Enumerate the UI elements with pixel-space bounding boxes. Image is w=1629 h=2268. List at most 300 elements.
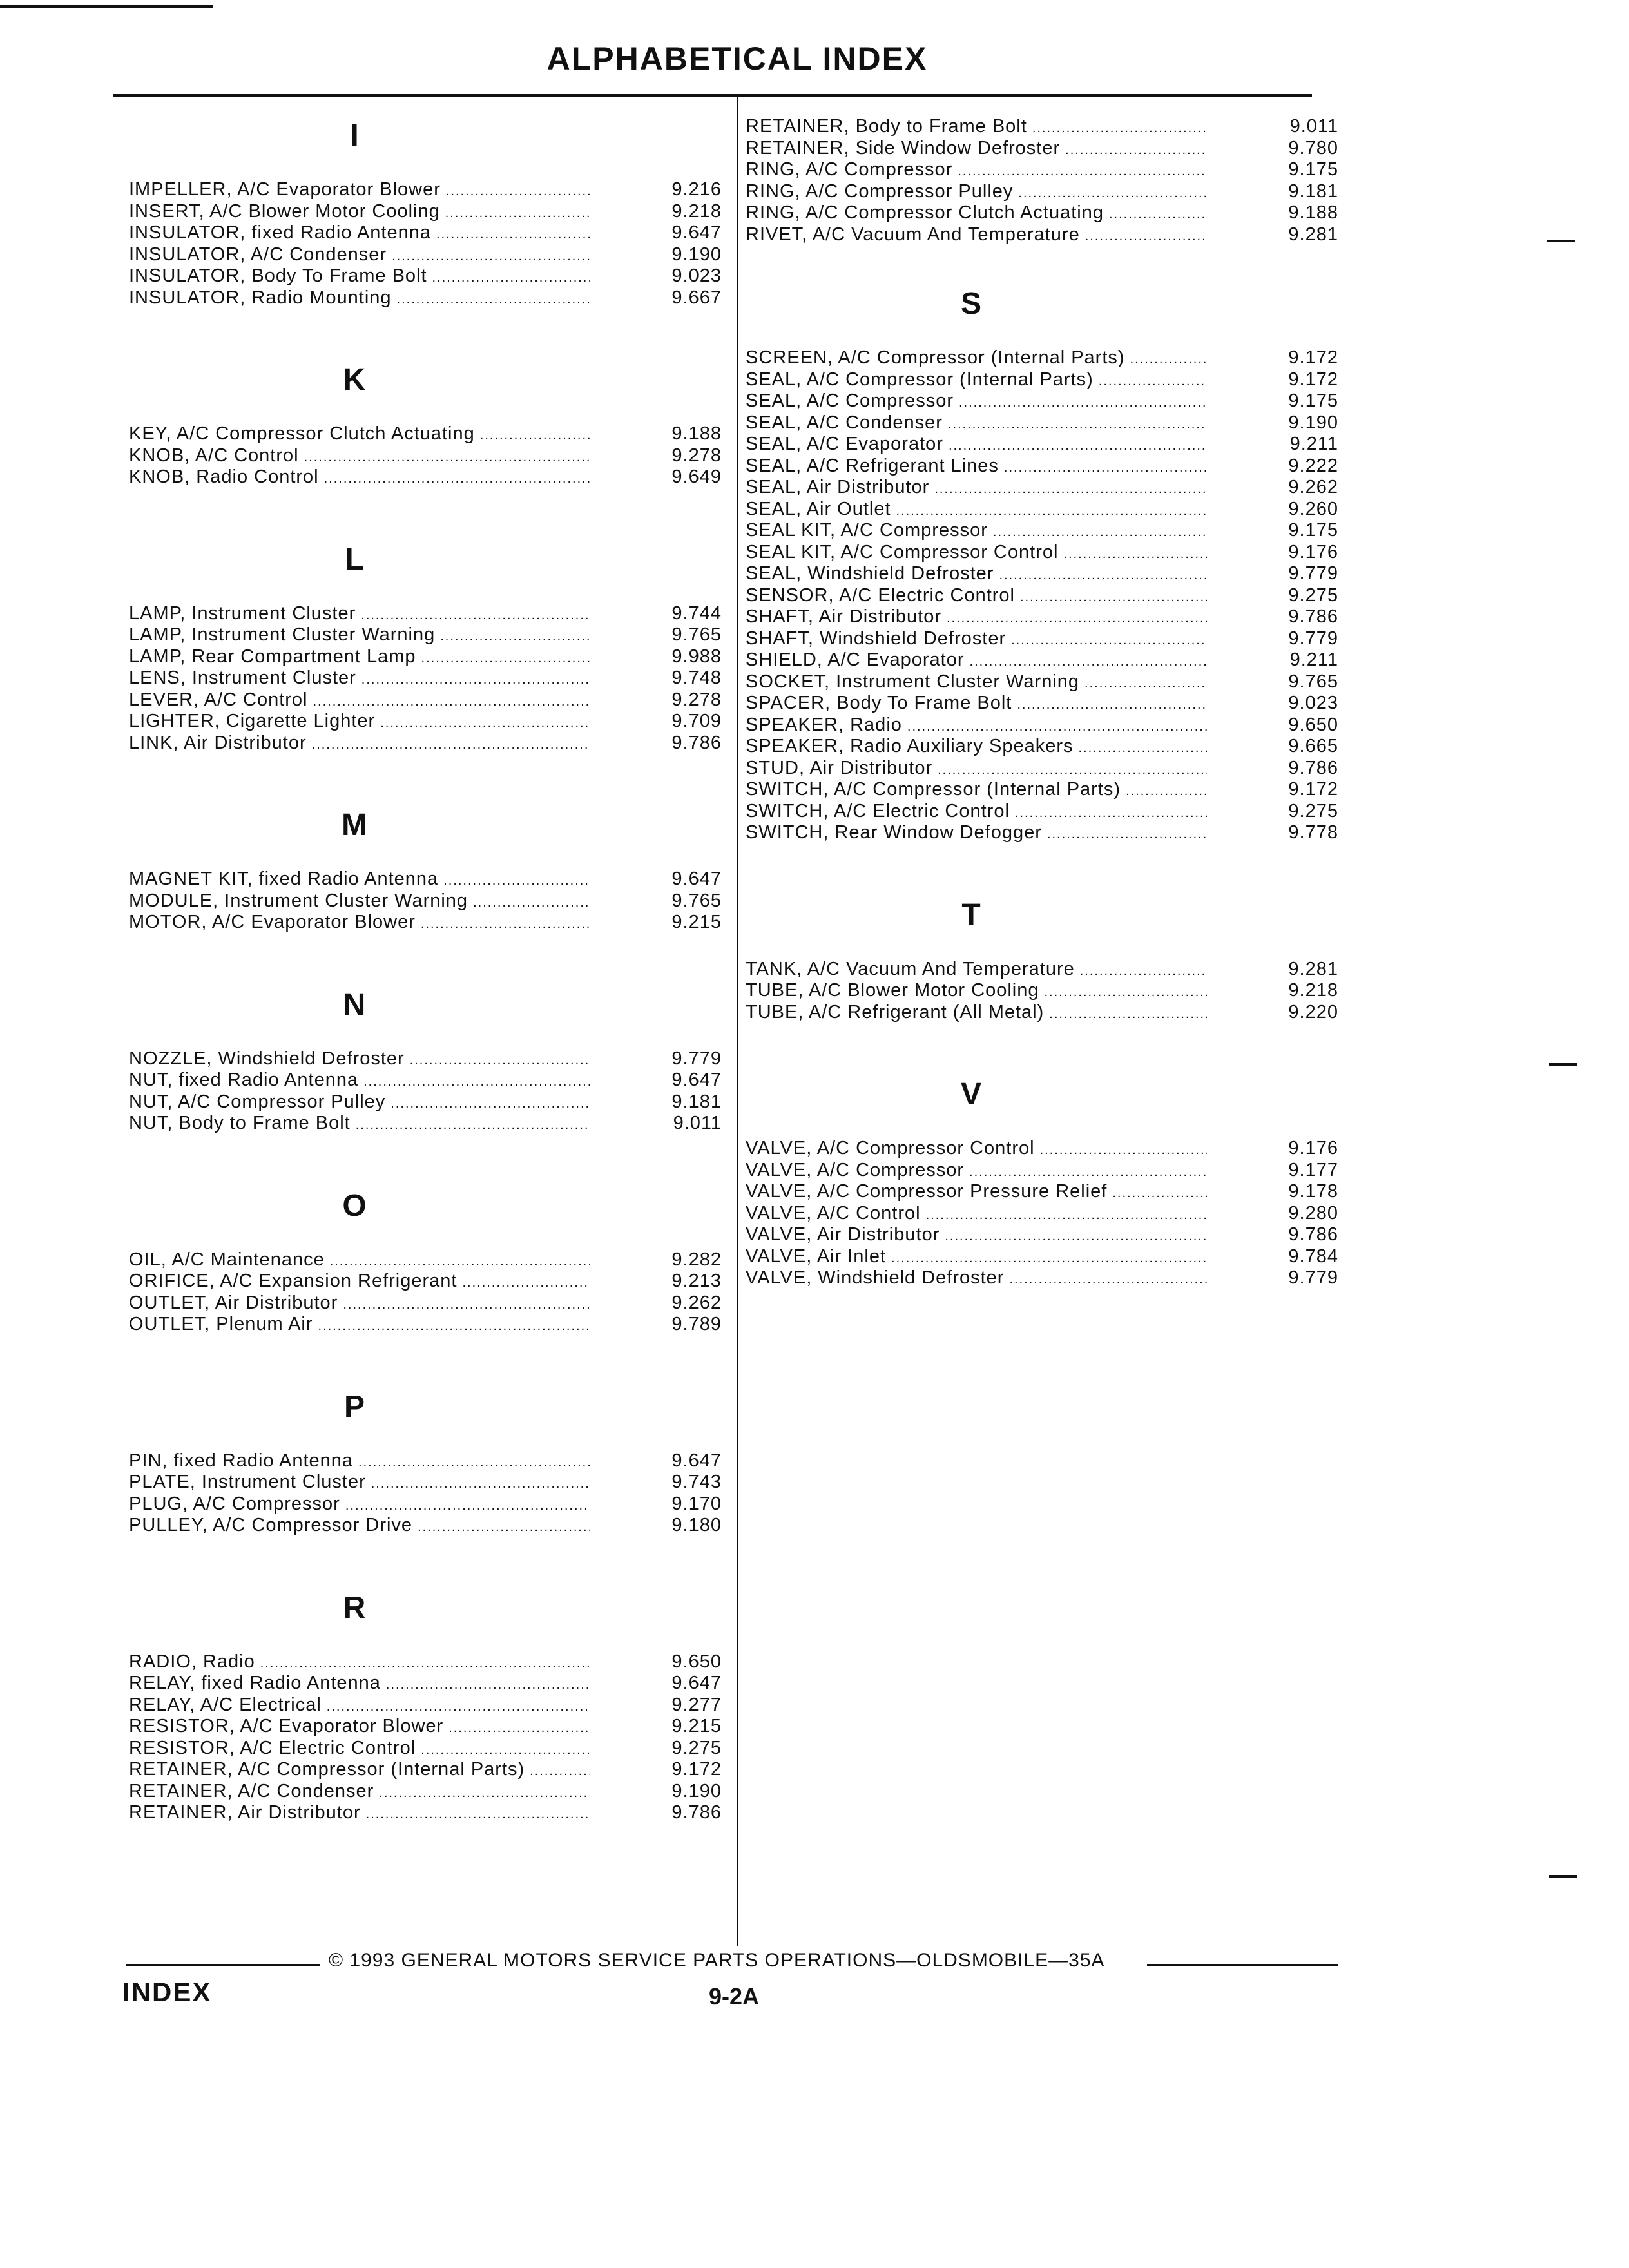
entry-name: VALVE, A/C Compressor Pressure Relief xyxy=(746,1181,1108,1202)
section-letter: S xyxy=(960,287,981,321)
entry-page-ref: 9.789 xyxy=(671,1314,722,1334)
index-entry xyxy=(746,499,1338,521)
entry-page-ref: 9.190 xyxy=(671,1780,722,1802)
index-entry xyxy=(129,1113,722,1135)
entry-page-ref: 9.190 xyxy=(671,244,722,265)
index-entry xyxy=(746,1246,1338,1268)
dot-leader xyxy=(304,447,590,469)
index-entry xyxy=(129,689,722,711)
entry-name: KEY, A/C Compressor Clutch Actuating xyxy=(129,423,475,444)
index-entry xyxy=(129,1314,722,1336)
entry-page-ref: 9.281 xyxy=(1288,224,1338,245)
index-entry xyxy=(129,1450,722,1472)
entry-name: NUT, fixed Radio Antenna xyxy=(129,1070,359,1090)
entry-name: VALVE, A/C Compressor Control xyxy=(746,1138,1035,1158)
entry-name: TUBE, A/C Blower Motor Cooling xyxy=(746,980,1039,1001)
entry-page-ref: 9.188 xyxy=(1288,202,1338,223)
index-entry xyxy=(746,542,1338,564)
index-entry xyxy=(746,736,1338,758)
section-letter: R xyxy=(343,1590,366,1625)
index-entry xyxy=(129,1673,722,1695)
entry-name: IMPELLER, A/C Evaporator Blower xyxy=(129,179,441,200)
entry-page-ref: 9.281 xyxy=(1288,958,1338,979)
dot-leader xyxy=(473,892,590,914)
entry-name: SEAL, A/C Compressor (Internal Parts) xyxy=(746,369,1094,390)
dot-leader xyxy=(363,1072,590,1093)
dot-leader xyxy=(443,870,590,892)
index-entry xyxy=(129,201,722,223)
entry-page-ref: 9.277 xyxy=(671,1694,722,1715)
entry-page-ref: 9.743 xyxy=(671,1472,722,1492)
entry-name: RING, A/C Compressor xyxy=(746,159,953,180)
entry-page-ref: 9.786 xyxy=(671,732,722,753)
section-letter: O xyxy=(342,1188,367,1223)
dot-leader xyxy=(938,760,1207,782)
dot-leader xyxy=(993,522,1207,544)
dot-leader xyxy=(934,479,1207,501)
index-section xyxy=(746,896,1338,1024)
entry-page-ref: 9.178 xyxy=(1288,1181,1338,1202)
dot-leader xyxy=(958,161,1207,183)
entry-page-ref: 9.665 xyxy=(1288,736,1338,756)
entry-page-ref: 9.647 xyxy=(671,1673,722,1693)
dot-leader xyxy=(1040,1140,1207,1162)
dot-leader xyxy=(970,651,1207,673)
dot-leader xyxy=(260,1653,590,1675)
dot-leader xyxy=(313,691,591,713)
entry-name: NUT, A/C Compressor Pulley xyxy=(129,1091,386,1112)
entry-page-ref: 9.650 xyxy=(671,1651,722,1672)
entry-name: INSULATOR, Radio Mounting xyxy=(129,287,392,308)
dot-leader xyxy=(1080,961,1207,983)
entry-name: VALVE, A/C Control xyxy=(746,1202,921,1224)
entry-page-ref: 9.262 xyxy=(1288,477,1338,497)
entry-name: INSULATOR, fixed Radio Antenna xyxy=(129,222,431,243)
entry-page-ref: 9.667 xyxy=(671,287,722,308)
entry-name: VALVE, Air Distributor xyxy=(746,1224,940,1245)
margin-tick xyxy=(1549,1875,1577,1878)
entry-page-ref: 9.650 xyxy=(1288,714,1338,735)
dot-leader xyxy=(1020,587,1207,609)
dot-leader xyxy=(1126,781,1207,803)
entry-name: RETAINER, Side Window Defroster xyxy=(746,137,1061,159)
entry-page-ref: 9.282 xyxy=(671,1249,722,1270)
entry-name: SEAL, A/C Refrigerant Lines xyxy=(746,455,999,476)
entry-page-ref: 9.765 xyxy=(671,890,722,911)
entry-page-ref: 9.262 xyxy=(671,1292,722,1313)
entry-page-ref: 9.649 xyxy=(671,466,722,487)
entry-page-ref: 9.647 xyxy=(671,1450,722,1471)
entry-name: TANK, A/C Vacuum And Temperature xyxy=(746,958,1075,979)
entry-name: MODULE, Instrument Cluster Warning xyxy=(129,890,468,911)
dot-leader xyxy=(345,1495,590,1517)
entry-name: SHAFT, Air Distributor xyxy=(746,606,941,627)
index-section xyxy=(129,360,722,488)
entry-page-ref: 9.780 xyxy=(1288,137,1338,159)
entry-page-ref: 9.779 xyxy=(1288,1267,1338,1288)
index-entry xyxy=(746,779,1338,801)
entry-page-ref: 9.220 xyxy=(1288,1001,1338,1023)
index-entry xyxy=(746,138,1338,160)
left-column xyxy=(129,97,722,1824)
entry-name: SEAL, Windshield Defroster xyxy=(746,563,994,584)
entry-name: SEAL, A/C Condenser xyxy=(746,412,943,433)
dot-leader xyxy=(446,181,590,203)
entry-name: SWITCH, Rear Window Defogger xyxy=(746,822,1042,843)
entry-name: RIVET, A/C Vacuum And Temperature xyxy=(746,224,1080,245)
dot-leader xyxy=(1032,118,1207,140)
page-number: 9-2A xyxy=(709,1983,760,2010)
entry-page-ref: 9.190 xyxy=(1288,412,1338,433)
entry-page-ref: 9.213 xyxy=(671,1271,722,1291)
dot-leader xyxy=(343,1294,590,1316)
dot-leader xyxy=(386,1675,590,1696)
dot-leader xyxy=(392,246,590,268)
index-entry xyxy=(129,1271,722,1293)
dot-leader xyxy=(397,289,590,311)
dot-leader xyxy=(530,1761,590,1783)
index-entry xyxy=(129,1249,722,1271)
index-section xyxy=(129,540,722,754)
column-divider xyxy=(737,97,738,1946)
index-entry xyxy=(129,423,722,445)
index-entry xyxy=(129,624,722,646)
dot-leader xyxy=(421,914,590,936)
index-entry xyxy=(129,466,722,488)
index-entry xyxy=(746,116,1338,138)
section-letter: V xyxy=(960,1077,981,1111)
entry-name: RELAY, fixed Radio Antenna xyxy=(129,1673,381,1693)
dot-leader xyxy=(436,224,590,246)
index-entry xyxy=(129,711,722,733)
entry-page-ref: 9.170 xyxy=(671,1493,722,1514)
index-entry xyxy=(129,265,722,287)
index-entry xyxy=(129,1802,722,1824)
section-letter: K xyxy=(343,363,366,397)
entry-page-ref: 9.786 xyxy=(1288,757,1338,778)
entry-page-ref: 9.172 xyxy=(1288,779,1338,800)
dot-leader xyxy=(318,1316,590,1338)
entry-name: RETAINER, Air Distributor xyxy=(129,1802,361,1823)
entry-page-ref: 9.215 xyxy=(671,1716,722,1736)
dot-leader xyxy=(1112,1183,1207,1205)
entry-name: SHAFT, Windshield Defroster xyxy=(746,628,1007,649)
entry-name: SPEAKER, Radio xyxy=(746,714,902,735)
index-entry xyxy=(129,1651,722,1673)
entry-page-ref: 9.188 xyxy=(671,423,722,444)
index-entry xyxy=(129,1716,722,1738)
copyright-notice: © 1993 GENERAL MOTORS SERVICE PARTS OPERATIONS—OLDSMOBILE—35A xyxy=(329,1950,1105,1971)
index-entry xyxy=(746,1267,1338,1289)
dot-leader xyxy=(907,716,1207,738)
entry-name: KNOB, Radio Control xyxy=(129,466,319,487)
dot-leader xyxy=(432,267,590,289)
footer-section-label: INDEX xyxy=(122,1977,212,2007)
entry-name: SPACER, Body To Frame Bolt xyxy=(746,693,1012,713)
index-section xyxy=(129,805,722,934)
index-entry xyxy=(129,890,722,912)
entry-page-ref: 9.278 xyxy=(671,689,722,710)
index-entry xyxy=(746,758,1338,780)
entry-name: LAMP, Instrument Cluster Warning xyxy=(129,624,436,645)
entry-name: LENS, Instrument Cluster xyxy=(129,668,356,688)
dot-leader xyxy=(356,1115,590,1137)
entry-name: PIN, fixed Radio Antenna xyxy=(129,1450,354,1471)
index-entry xyxy=(746,671,1338,693)
dot-leader xyxy=(1079,738,1208,760)
index-entry xyxy=(129,1091,722,1113)
dot-leader xyxy=(361,669,590,691)
entry-page-ref: 9.175 xyxy=(1288,520,1338,541)
dot-leader xyxy=(949,436,1207,457)
entry-name: PLUG, A/C Compressor xyxy=(129,1493,340,1514)
entry-page-ref: 9.786 xyxy=(671,1802,722,1823)
index-entry xyxy=(746,693,1338,715)
entry-name: INSERT, A/C Blower Motor Cooling xyxy=(129,200,440,222)
index-entry xyxy=(129,646,722,668)
index-entry xyxy=(129,869,722,890)
dot-leader xyxy=(926,1205,1207,1227)
entry-page-ref: 9.779 xyxy=(1288,563,1338,584)
entry-page-ref: 9.765 xyxy=(671,624,722,645)
dot-leader xyxy=(1063,544,1207,566)
entry-page-ref: 9.709 xyxy=(671,711,722,731)
entry-name: PULLEY, A/C Compressor Drive xyxy=(129,1515,413,1535)
index-entry xyxy=(746,456,1338,477)
dot-leader xyxy=(324,468,590,490)
entry-name: RING, A/C Compressor Clutch Actuating xyxy=(746,202,1104,223)
index-entry xyxy=(746,801,1338,823)
entry-name: RELAY, A/C Electrical xyxy=(129,1694,322,1715)
index-entry xyxy=(746,585,1338,607)
index-entry xyxy=(129,1759,722,1781)
dot-leader xyxy=(969,1162,1207,1184)
entry-name: ORIFICE, A/C Expansion Refrigerant xyxy=(129,1271,458,1291)
dot-leader xyxy=(410,1050,590,1072)
entry-page-ref: 9.786 xyxy=(1288,1224,1338,1245)
index-entry xyxy=(746,1203,1338,1225)
entry-page-ref: 9.222 xyxy=(1288,455,1338,476)
entry-name: SEAL, Air Outlet xyxy=(746,498,891,519)
entry-name: OIL, A/C Maintenance xyxy=(129,1249,325,1270)
index-entry xyxy=(129,222,722,244)
index-section xyxy=(129,116,722,309)
entry-page-ref: 9.023 xyxy=(671,265,722,286)
entry-name: VALVE, Windshield Defroster xyxy=(746,1267,1005,1288)
entry-page-ref: 9.784 xyxy=(1288,1245,1338,1267)
index-entry xyxy=(746,412,1338,434)
entry-page-ref: 9.211 xyxy=(1289,649,1338,670)
index-entry xyxy=(129,603,722,625)
index-entry xyxy=(129,445,722,467)
entry-name: LAMP, Rear Compartment Lamp xyxy=(129,646,416,667)
entry-page-ref: 9.988 xyxy=(671,646,722,667)
section-letter: N xyxy=(343,987,366,1022)
dot-leader xyxy=(1009,1269,1207,1291)
index-section xyxy=(746,116,1338,245)
index-entry xyxy=(746,822,1338,844)
index-entry xyxy=(746,369,1338,391)
dot-leader xyxy=(1084,673,1207,695)
entry-page-ref: 9.172 xyxy=(1288,347,1338,368)
entry-page-ref: 9.218 xyxy=(1288,980,1338,1001)
entry-name: OUTLET, Air Distributor xyxy=(129,1292,338,1313)
dot-leader xyxy=(379,1783,590,1805)
index-entry xyxy=(746,1138,1338,1160)
entry-name: TUBE, A/C Refrigerant (All Metal) xyxy=(746,1001,1045,1023)
entry-page-ref: 9.748 xyxy=(671,668,722,688)
dot-leader xyxy=(480,425,590,447)
entry-name: SWITCH, A/C Compressor (Internal Parts) xyxy=(746,779,1121,800)
entry-page-ref: 9.181 xyxy=(1288,180,1338,202)
page-title: ALPHABETICAL INDEX xyxy=(546,41,928,77)
index-entry xyxy=(746,959,1338,981)
index-entry xyxy=(129,1048,722,1070)
entry-name: SOCKET, Instrument Cluster Warning xyxy=(746,671,1080,692)
entry-name: SEAL, A/C Compressor xyxy=(746,390,954,411)
entry-page-ref: 9.779 xyxy=(1288,628,1338,649)
index-entry xyxy=(746,181,1338,203)
entry-name: SENSOR, A/C Electric Control xyxy=(746,584,1015,606)
index-section xyxy=(129,1588,722,1824)
dot-leader xyxy=(1049,1004,1207,1026)
dot-leader xyxy=(947,608,1207,630)
margin-tick xyxy=(1549,1063,1577,1066)
section-letter: T xyxy=(961,898,981,932)
entry-name: OUTLET, Plenum Air xyxy=(129,1314,313,1334)
index-entry xyxy=(129,1494,722,1515)
index-entry xyxy=(129,1515,722,1537)
index-entry xyxy=(746,715,1338,736)
index-entry xyxy=(746,434,1338,456)
entry-page-ref: 9.278 xyxy=(671,445,722,466)
dot-leader xyxy=(948,414,1207,436)
dot-leader xyxy=(1085,226,1207,248)
entry-page-ref: 9.211 xyxy=(1289,434,1338,454)
footer-rule-right xyxy=(1147,1964,1338,1966)
entry-page-ref: 9.647 xyxy=(671,869,722,889)
entry-page-ref: 9.647 xyxy=(671,1070,722,1090)
entry-name: RETAINER, A/C Compressor (Internal Parts) xyxy=(129,1759,525,1780)
index-entry xyxy=(129,1781,722,1803)
right-column xyxy=(746,97,1338,1289)
index-entry xyxy=(129,1070,722,1091)
entry-page-ref: 9.275 xyxy=(1288,800,1338,822)
entry-name: RETAINER, Body to Frame Bolt xyxy=(746,116,1027,137)
index-entry xyxy=(746,1002,1338,1024)
dot-leader xyxy=(959,392,1207,414)
dot-leader xyxy=(366,1804,590,1826)
entry-page-ref: 9.778 xyxy=(1288,822,1338,843)
entry-name: LAMP, Instrument Cluster xyxy=(129,602,356,624)
dot-leader xyxy=(421,1740,590,1762)
entry-name: RADIO, Radio xyxy=(129,1651,255,1672)
index-entry xyxy=(746,1160,1338,1182)
dot-leader xyxy=(358,1452,590,1474)
section-letter: M xyxy=(342,808,367,842)
entry-page-ref: 9.215 xyxy=(671,912,722,932)
dot-leader xyxy=(312,735,590,756)
dot-leader xyxy=(418,1517,590,1539)
index-entry xyxy=(746,390,1338,412)
index-entry xyxy=(746,159,1338,181)
dot-leader xyxy=(390,1093,590,1115)
dot-leader xyxy=(1018,183,1207,205)
dot-leader xyxy=(371,1474,590,1495)
entry-page-ref: 9.176 xyxy=(1288,541,1338,562)
entry-name: SCREEN, A/C Compressor (Internal Parts) xyxy=(746,347,1125,368)
entry-name: VALVE, A/C Compressor xyxy=(746,1159,965,1180)
entry-name: SWITCH, A/C Electric Control xyxy=(746,800,1010,822)
entry-page-ref: 9.011 xyxy=(1289,116,1338,137)
footer-rule-left xyxy=(126,1964,320,1966)
index-entry xyxy=(129,912,722,934)
dot-leader xyxy=(440,626,590,648)
section-letter: L xyxy=(345,542,364,577)
entry-page-ref: 9.216 xyxy=(671,179,722,200)
entry-name: SEAL, Air Distributor xyxy=(746,477,930,497)
index-entry xyxy=(746,606,1338,628)
dot-leader xyxy=(462,1273,590,1294)
entry-page-ref: 9.177 xyxy=(1288,1159,1338,1180)
index-entry xyxy=(746,224,1338,246)
index-section xyxy=(129,1186,722,1336)
entry-name: SEAL, A/C Evaporator xyxy=(746,434,943,454)
dot-leader xyxy=(1015,803,1207,825)
entry-page-ref: 9.275 xyxy=(671,1737,722,1758)
index-entry xyxy=(746,980,1338,1002)
dot-leader xyxy=(380,713,590,735)
section-letter: P xyxy=(343,1389,365,1424)
entry-name: LINK, Air Distributor xyxy=(129,732,307,753)
index-entry xyxy=(746,1224,1338,1246)
entry-name: RING, A/C Compressor Pulley xyxy=(746,180,1014,202)
entry-page-ref: 9.023 xyxy=(1288,693,1338,713)
entry-name: SPEAKER, Radio Auxiliary Speakers xyxy=(746,736,1074,756)
entry-page-ref: 9.765 xyxy=(1288,671,1338,692)
index-entry xyxy=(129,1293,722,1314)
dot-leader xyxy=(891,1248,1207,1270)
dot-leader xyxy=(1047,824,1207,846)
entry-name: KNOB, A/C Control xyxy=(129,445,299,466)
index-entry xyxy=(746,1181,1338,1203)
entry-page-ref: 9.260 xyxy=(1288,498,1338,519)
entry-page-ref: 9.647 xyxy=(671,222,722,243)
dot-leader xyxy=(1011,630,1207,652)
entry-name: SHIELD, A/C Evaporator xyxy=(746,649,965,670)
entry-page-ref: 9.175 xyxy=(1288,159,1338,180)
index-section xyxy=(129,985,722,1135)
dot-leader xyxy=(1017,695,1207,716)
dot-leader xyxy=(1044,982,1207,1004)
section-letter: I xyxy=(350,119,359,153)
entry-name: NOZZLE, Windshield Defroster xyxy=(129,1048,405,1069)
dot-leader xyxy=(327,1696,590,1718)
dot-leader xyxy=(448,1718,590,1740)
dot-leader xyxy=(330,1251,590,1273)
dot-leader xyxy=(896,501,1207,523)
entry-page-ref: 9.280 xyxy=(1288,1202,1338,1224)
index-entry xyxy=(129,668,722,689)
entry-name: STUD, Air Distributor xyxy=(746,757,933,778)
index-entry xyxy=(746,628,1338,650)
entry-name: INSULATOR, A/C Condenser xyxy=(129,244,387,265)
dot-leader xyxy=(1099,371,1207,393)
dot-leader xyxy=(445,203,590,225)
index-entry xyxy=(129,179,722,201)
entry-name: NUT, Body to Frame Bolt xyxy=(129,1113,351,1133)
entry-name: SEAL KIT, A/C Compressor xyxy=(746,520,988,541)
